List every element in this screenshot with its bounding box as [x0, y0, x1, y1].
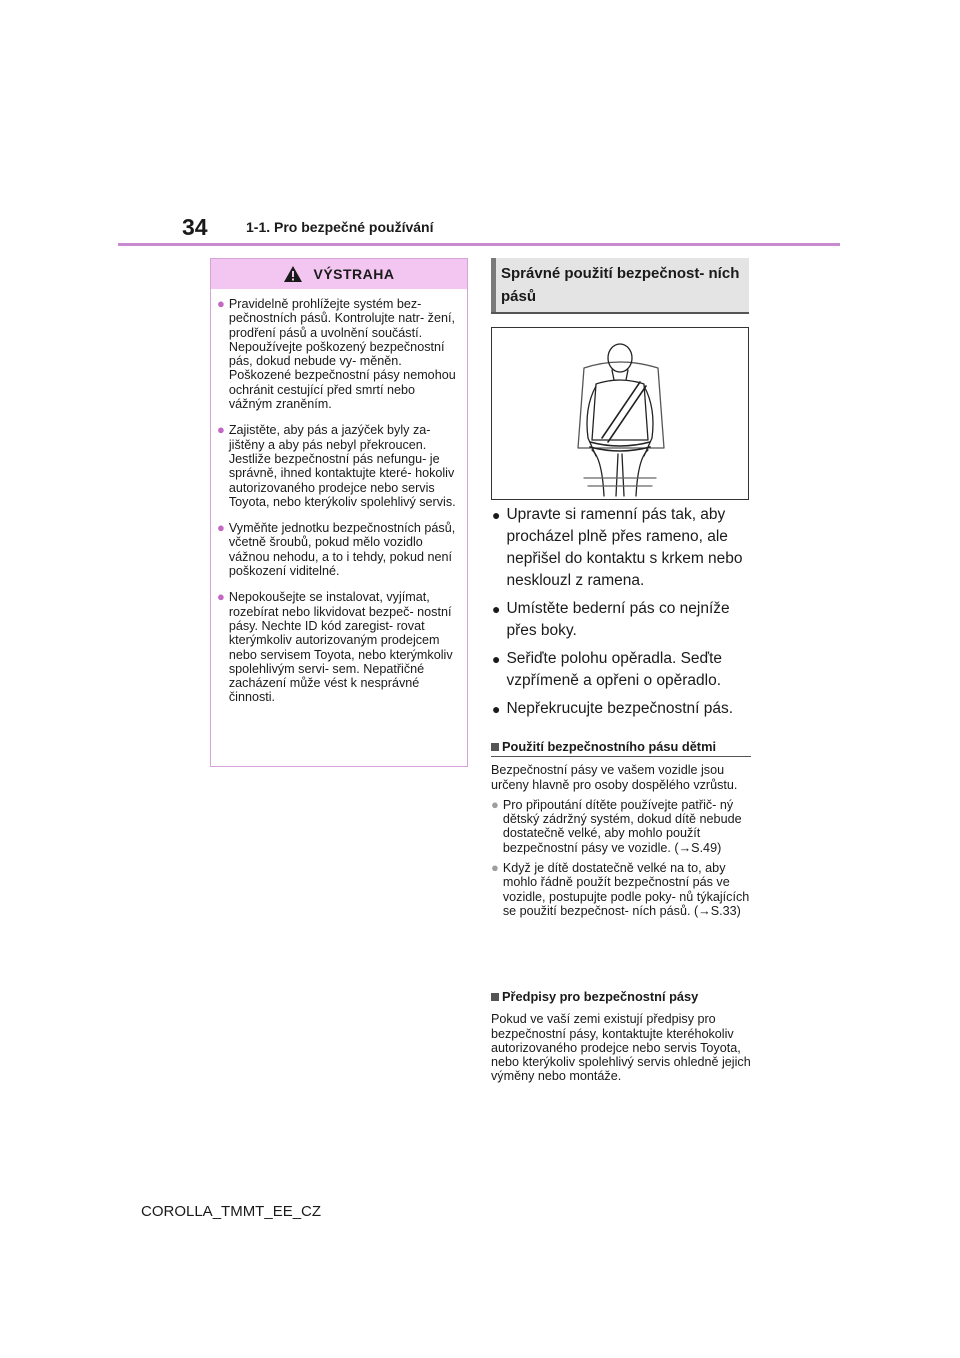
square-bullet-icon: [491, 743, 499, 751]
warning-header: [211, 259, 467, 289]
list-item: ● Když je dítě dostatečně velké na to, aby mohlo řádně použít bezpečnostní pás ve vozidle, postupujte podle poky- nů týkajících se použití bezpečnost- ních pásů. (→S.33): [491, 860, 750, 918]
seated-person-seatbelt-icon: [492, 328, 748, 499]
bullet-dot-icon: ●: [217, 589, 225, 605]
bullet-dot-icon: ●: [492, 701, 501, 717]
warning-item: ● Zajistěte, aby pás a jazýček byly za- jištěny a aby pás nebyl překroucen. Jestliže bezpečnostní pás nefungu- je správně, ihned kontaktujte které- hokoliv autorizovaného prodejce nebo servis Toyota, nebo kterýkoliv spolehlivý servis.: [217, 422, 456, 509]
regulations-section: [491, 990, 751, 1090]
bullet-dot-icon: ●: [217, 422, 225, 438]
page-number: 34: [182, 214, 208, 240]
warning-triangle-icon: [283, 265, 303, 283]
section-divider: [491, 312, 749, 314]
warning-item: ● Nepokoušejte se instalovat, vyjímat, rozebírat nebo likvidovat bezpeč- nostní pásy. Nechte ID kód zaregist- rovat kterýmkoliv autorizovaným prodejcem nebo servisem Toyota, nebo kterýmkoliv spolehlivým servi- sem. Nepatřičné zacházení může vést k nesprávné činnosti.: [217, 589, 453, 705]
warning-item: ● Vyměňte jednotku bezpečnostních pásů, včetně šroubů, pokud mělo vozidlo vážnou nehodu, a to i tehdy, pokud není poškození viditelné.: [217, 520, 456, 579]
children-intro: Bezpečnostní pásy ve vašem vozidle jsou určeny hlavně pro osoby dospělého vzrůstu.: [491, 763, 738, 792]
bullet-dot-icon: ●: [491, 796, 499, 812]
regulations-text: Pokud ve vaší zemi existují předpisy pro bezpečnostní pásy, kontaktujte kteréhokoliv autorizovaného prodejce nebo servis Toyota, nebo kterýkoliv spolehlivý servis ohledně jejich výměny nebo montáže.: [491, 1012, 751, 1084]
footer-code: COROLLA_TMMT_EE_CZ: [141, 1203, 322, 1220]
square-bullet-icon: [491, 993, 499, 1001]
seatbelt-instructions: [492, 504, 752, 726]
bullet-dot-icon: ●: [492, 507, 501, 523]
warning-box: [210, 258, 468, 767]
bullet-dot-icon: ●: [492, 601, 501, 617]
warning-title: VÝSTRAHA: [313, 266, 395, 282]
bullet-dot-icon: ●: [492, 651, 501, 667]
list-item: ● Seřiďte polohu opěradla. Seďte vzpřímeně a opřeni o opěradlo.: [492, 648, 752, 692]
children-heading: Použití bezpečnostního pásu dětmi: [491, 740, 751, 757]
list-item: ● Pro připoutání dítěte používejte patřič- ný dětský zádržný systém, dokud dítě nebude dostatečně velké, aby mohlo použít bezpečnostní pásy ve vozidle. (→S.49): [491, 796, 742, 855]
seatbelt-illustration: [491, 327, 749, 500]
regulations-heading: Předpisy pro bezpečnostní pásy: [491, 990, 751, 1006]
bullet-dot-icon: ●: [217, 520, 225, 536]
bullet-dot-icon: ●: [491, 860, 499, 876]
page-header: [0, 0, 960, 250]
bullet-dot-icon: ●: [217, 296, 225, 311]
list-item: ● Nepřekrucujte bezpečnostní pás.: [492, 698, 752, 720]
chapter-title: 1-1. Pro bezpečné používání: [246, 219, 434, 235]
header-divider: [118, 243, 840, 246]
warning-item: ● Pravidelně prohlížejte systém bez- pečnostních pásů. Kontrolujte natr- žení, prodření pásů a uvolnění součástí. Nepoužívejte poškozený bezpečnostní pás, dokud nebude vy- měněn. Poškozené bezpečnostní pásy nemohou ochránit cestující před smrtí nebo vážným zraněním.: [217, 296, 456, 412]
section-title: Správné použití bezpečnost- ních pásů: [491, 258, 749, 312]
list-item: ● Umístěte bederní pás co nejníže přes boky.: [492, 598, 752, 642]
children-section: [491, 740, 751, 924]
list-item: ● Upravte si ramenní pás tak, aby procházel plně přes rameno, ale nepřišel do kontaktu s krkem nebo nesklouzl z ramena.: [492, 504, 752, 592]
